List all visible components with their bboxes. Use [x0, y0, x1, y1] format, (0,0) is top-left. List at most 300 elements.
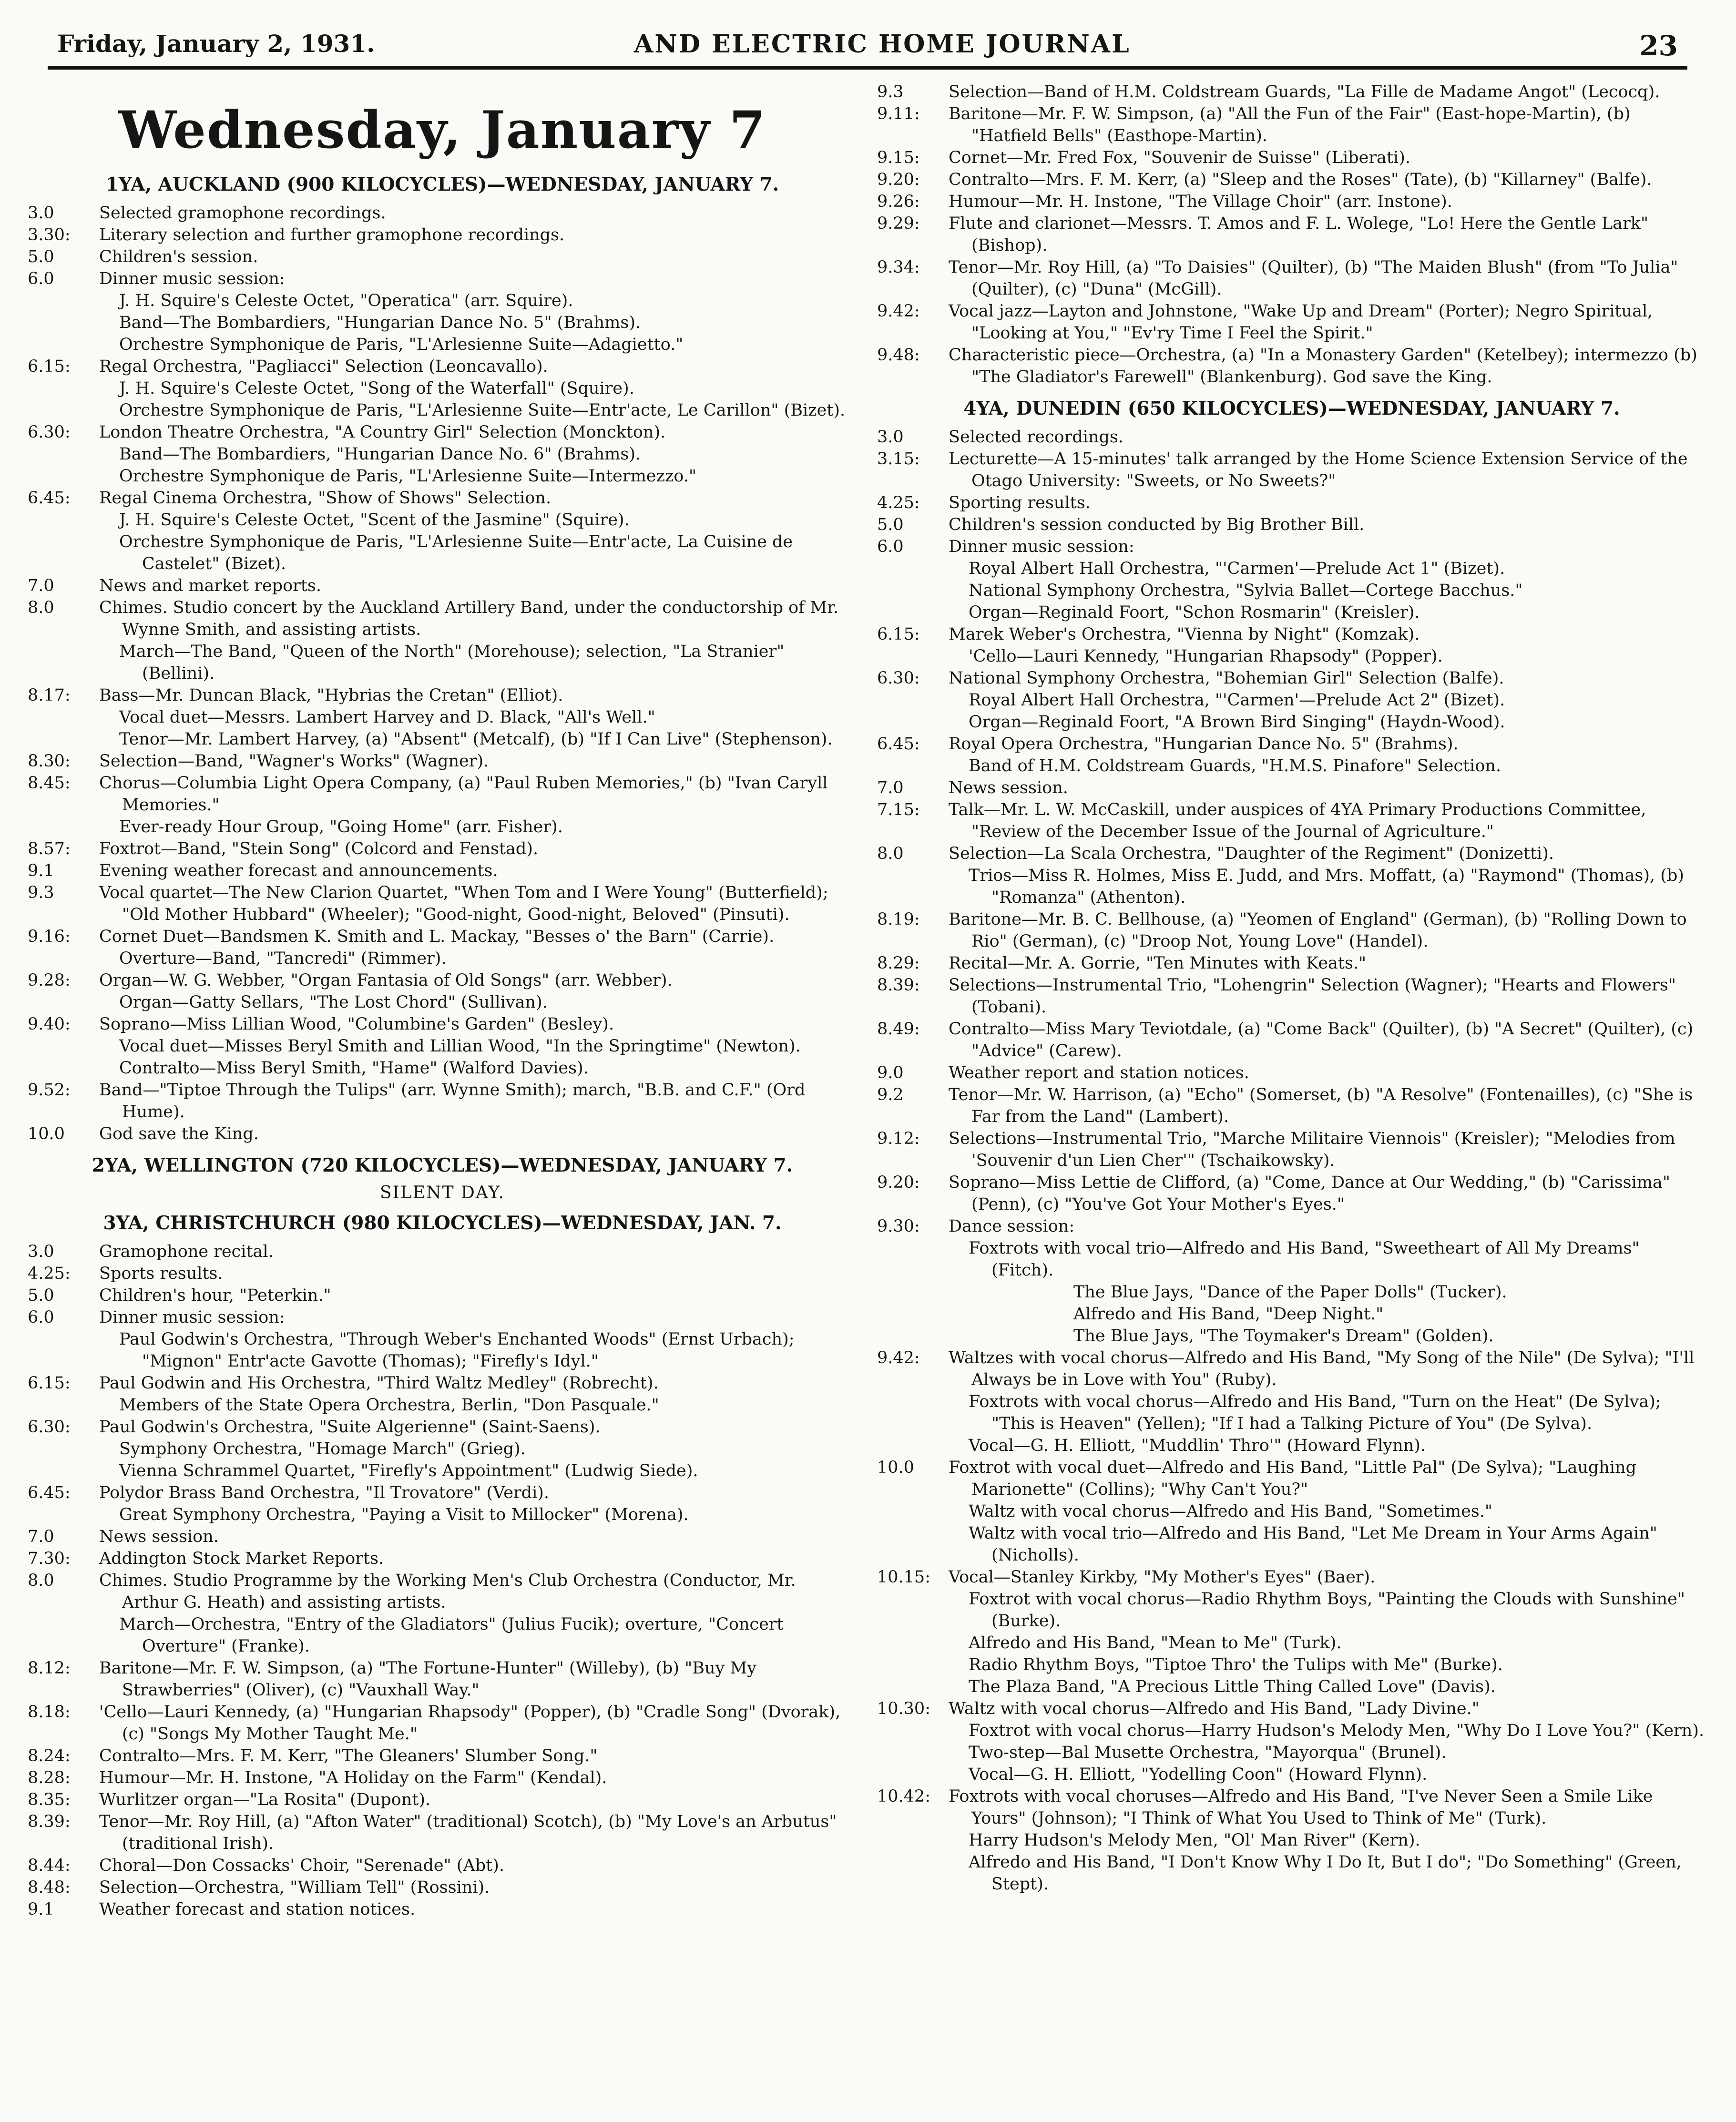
program-text: News and market reports. — [99, 576, 322, 595]
program-subitem — [877, 1435, 1706, 1457]
program-time: 9.20: — [877, 170, 920, 189]
page-title: Wednesday, January 7 — [118, 100, 766, 160]
program-item — [877, 1018, 1706, 1062]
program-text: Children's hour, "Peterkin." — [99, 1286, 331, 1305]
program-time: 9.26: — [877, 192, 920, 211]
program-text: Band—"Tiptoe Through the Tulips" (arr. Wynne Smith); march, "B.B. and C.F." (Ord Hume). — [99, 1081, 806, 1122]
program-time: 6.15: — [28, 1374, 71, 1393]
program-text: Selections—Instrumental Trio, "Lohengrin" Selection (Wagner); "Hearts and Flowers" (Tobani). — [949, 976, 1676, 1017]
program-text: Royal Albert Hall Orchestra, "'Carmen'—Prelude Act 2" (Bizet). — [969, 691, 1505, 710]
program-text: Choral—Don Cossacks' Choir, "Serenade" (Abt). — [99, 1856, 505, 1875]
program-time: 8.17: — [28, 686, 71, 705]
program-subitem — [877, 1676, 1706, 1698]
program-text: Orchestre Symphonique de Paris, "L'Arlesienne Suite—Entr'acte, La Cuisine de Castelet" (Bizet). — [119, 532, 793, 573]
program-item — [877, 799, 1706, 843]
program-item — [28, 224, 857, 246]
program-text: Royal Opera Orchestra, "Hungarian Dance No. 5" (Brahms). — [949, 735, 1459, 754]
program-item — [28, 1013, 857, 1035]
program-time: 3.0 — [28, 1242, 54, 1261]
program-item — [28, 268, 857, 290]
program-item — [28, 882, 857, 926]
program-subitem — [28, 728, 857, 750]
program-text: Great Symphony Orchestra, "Paying a Visit to Millocker" (Morena). — [119, 1505, 689, 1524]
program-time: 9.42: — [877, 302, 920, 321]
program-text: Waltz with vocal chorus—Alfredo and His Band, "Lady Divine." — [949, 1699, 1480, 1718]
program-subitem — [877, 711, 1706, 733]
program-subitem — [28, 334, 857, 356]
program-text: Band of H.M. Coldstream Guards, "H.M.S. Pinafore" Selection. — [969, 756, 1501, 775]
program-subitem — [28, 816, 857, 838]
program-time: 8.35: — [28, 1790, 71, 1809]
program-time: 7.0 — [28, 1527, 54, 1546]
program-time: 5.0 — [28, 247, 54, 266]
program-time: 3.0 — [877, 428, 904, 447]
program-item — [28, 684, 857, 706]
program-text: Baritone—Mr. F. W. Simpson, (a) "All the Fun of the Fair" (East-hope-Martin), (b) "Hatfield Bells" (Easthope-Martin). — [949, 104, 1631, 145]
program-item — [28, 1241, 857, 1263]
program-text: Vienna Schrammel Quartet, "Firefly's Appointment" (Ludwig Siede). — [119, 1461, 698, 1480]
program-text: Foxtrots with vocal chorus—Alfredo and His Band, "Turn on the Heat" (De Sylva); "This is Heaven" (Yellen); "If I had a Talking Picture of You" (De Sylva). — [969, 1392, 1661, 1433]
program-item — [28, 1701, 857, 1745]
program-subitem — [877, 1500, 1706, 1522]
program-text: Contralto—Miss Mary Teviotdale, (a) "Come Back" (Quilter), (b) "A Secret" (Quilter), (c) "Advice" (Carew). — [949, 1020, 1694, 1061]
program-subitem — [877, 1829, 1706, 1851]
program-subitem — [28, 991, 857, 1013]
program-time: 5.0 — [877, 515, 904, 534]
program-subitem — [28, 312, 857, 334]
program-text: Humour—Mr. H. Instone, "The Village Choir" (arr. Instone). — [949, 192, 1452, 211]
program-text: Tenor—Mr. Lambert Harvey, (a) "Absent" (Metcalf), (b) "If I Can Live" (Stephenson). — [119, 730, 833, 749]
program-text: News session. — [949, 778, 1068, 797]
program-item — [28, 421, 857, 443]
program-item — [877, 1785, 1706, 1829]
program-text: News session. — [99, 1527, 219, 1546]
program-subitem — [28, 377, 857, 399]
program-time: 9.0 — [877, 1063, 904, 1082]
program-text: Contralto—Mrs. F. M. Kerr, "The Gleaners' Slumber Song." — [99, 1746, 598, 1765]
program-time: 10.15: — [877, 1568, 930, 1587]
program-text: Orchestre Symphonique de Paris, "L'Arlesienne Suite—Adagietto." — [119, 335, 684, 354]
program-text: Organ—Reginald Foort, "A Brown Bird Singing" (Haydn-Wood). — [969, 713, 1505, 732]
program-subitem — [877, 580, 1706, 602]
program-item — [28, 1767, 857, 1789]
program-subitem — [28, 465, 857, 487]
program-item — [877, 667, 1706, 689]
program-time: 8.29: — [877, 954, 920, 973]
station-heading: 3YA, CHRISTCHURCH (980 KILOCYCLES)—WEDNESDAY, JAN. 7. — [103, 1212, 782, 1234]
program-item — [28, 926, 857, 948]
program-item — [877, 1566, 1706, 1588]
program-text: Selection—Band of H.M. Coldstream Guards, "La Fille de Madame Angot" (Lecocq). — [949, 82, 1660, 102]
program-text: Foxtrots with vocal trio—Alfredo and His Band, "Sweetheart of All My Dreams" (Fitch). — [969, 1239, 1640, 1280]
program-text: Vocal jazz—Layton and Johnstone, "Wake Up and Dream" (Porter); Negro Spiritual, "Looking at You," "Ev'ry Time I Feel the Spirit." — [949, 302, 1653, 343]
program-text: Dinner music session: — [99, 1308, 285, 1327]
program-time: 9.42: — [877, 1348, 920, 1367]
program-text: Chimes. Studio Programme by the Working Men's Club Orchestra (Conductor, Mr. Arthur G. Heath) and assisting artists. — [99, 1571, 796, 1612]
program-time: 9.1 — [28, 861, 54, 880]
program-subitem — [28, 948, 857, 969]
program-item — [28, 969, 857, 991]
program-time: 9.34: — [877, 258, 920, 277]
program-item — [28, 356, 857, 377]
program-text: Recital—Mr. A. Gorrie, "Ten Minutes with Keats." — [949, 954, 1367, 973]
program-text: Paul Godwin and His Orchestra, "Third Waltz Medley" (Robrecht). — [99, 1374, 659, 1393]
program-subitem — [877, 1851, 1706, 1895]
program-text: Soprano—Miss Lillian Wood, "Columbine's Garden" (Besley). — [99, 1015, 614, 1034]
program-text: Sporting results. — [949, 493, 1091, 512]
program-time: 10.0 — [28, 1124, 65, 1143]
program-time: 9.3 — [28, 883, 54, 902]
program-subitem — [28, 1438, 857, 1460]
program-time: 8.57: — [28, 839, 71, 858]
program-text: Regal Orchestra, "Pagliacci" Selection (Leoncavallo). — [99, 357, 548, 376]
program-item — [28, 1855, 857, 1877]
program-text: Royal Albert Hall Orchestra, "'Carmen'—Prelude Act 1" (Bizet). — [969, 559, 1505, 578]
program-time: 6.45: — [28, 489, 71, 508]
program-text: Contralto—Mrs. F. M. Kerr, (a) "Sleep and the Roses" (Tate), (b) "Killarney" (Balfe). — [949, 170, 1652, 189]
program-subitem — [28, 1328, 857, 1372]
program-subitem — [877, 602, 1706, 623]
program-item — [877, 147, 1706, 169]
program-item — [877, 843, 1706, 865]
program-time: 6.30: — [28, 423, 71, 442]
program-subitem — [877, 1391, 1706, 1435]
program-text: Vocal—G. H. Elliott, "Muddlin' Thro'" (Howard Flynn). — [969, 1436, 1426, 1455]
program-text: Regal Cinema Orchestra, "Show of Shows" Selection. — [99, 489, 551, 508]
program-time: 3.15: — [877, 449, 920, 469]
program-text: Foxtrot with vocal duet—Alfredo and His Band, "Little Pal" (De Sylva); "Laughing Marionette" (Collins); "Why Can't You?" — [949, 1458, 1636, 1499]
program-time: 9.40: — [28, 1015, 71, 1034]
program-item — [877, 103, 1706, 147]
program-time: 9.12: — [877, 1129, 920, 1148]
program-subitem — [877, 1742, 1706, 1764]
program-text: Waltz with vocal trio—Alfredo and His Band, "Let Me Dream in Your Arms Again" (Nicholls). — [969, 1524, 1657, 1565]
program-time: 8.18: — [28, 1703, 71, 1722]
program-item — [28, 1877, 857, 1898]
program-text: Foxtrot with vocal chorus—Harry Hudson's Melody Men, "Why Do I Love You?" (Kern). — [969, 1721, 1705, 1740]
program-subitem — [28, 290, 857, 312]
program-subitem — [877, 1632, 1706, 1654]
program-time: 8.44: — [28, 1856, 71, 1875]
program-text: Talk—Mr. L. W. McCaskill, under auspices of 4YA Primary Productions Committee, "Review of the December Issue of the Journal of Agriculture." — [949, 800, 1646, 841]
program-time: 6.15: — [28, 357, 71, 376]
program-text: Organ—Gatty Sellars, "The Lost Chord" (Sullivan). — [119, 993, 548, 1012]
program-text: Children's session. — [99, 247, 258, 266]
program-item — [877, 777, 1706, 799]
program-subitem — [877, 1237, 1706, 1281]
program-text: The Blue Jays, "Dance of the Paper Dolls" (Tucker). — [1073, 1283, 1507, 1302]
program-item — [877, 974, 1706, 1018]
program-text: God save the King. — [99, 1124, 259, 1143]
program-text: Sports results. — [99, 1264, 223, 1283]
program-subitem — [28, 1460, 857, 1482]
program-text: Marek Weber's Orchestra, "Vienna by Night" (Komzak). — [949, 625, 1420, 644]
program-time: 7.0 — [877, 778, 904, 797]
program-text: Literary selection and further gramophone recordings. — [99, 225, 565, 245]
program-item — [877, 536, 1706, 558]
program-time: 8.12: — [28, 1659, 71, 1678]
program-text: Vocal duet—Misses Beryl Smith and Lillian Wood, "In the Springtime" (Newton). — [119, 1037, 801, 1056]
program-time: 10.0 — [877, 1458, 914, 1477]
program-text: Alfredo and His Band, "I Don't Know Why I Do It, But I do"; "Do Something" (Green, Stept). — [969, 1853, 1682, 1894]
program-text: 'Cello—Lauri Kennedy, (a) "Hungarian Rhapsody" (Popper), (b) "Cradle Song" (Dvorak), (c) "Songs My Mother Taught Me." — [99, 1703, 841, 1744]
program-text: Chimes. Studio concert by the Auckland Artillery Band, under the conductorship of Mr. Wynne Smith, and assisting artists. — [99, 598, 839, 639]
program-time: 8.28: — [28, 1768, 71, 1787]
program-text: Selections—Instrumental Trio, "Marche Militaire Viennois" (Kreisler); "Melodies from 'Souvenir d'un Lien Cher'" (Tschaikowsky). — [949, 1129, 1675, 1170]
program-text: Radio Rhythm Boys, "Tiptoe Thro' the Tulips with Me" (Burke). — [969, 1655, 1503, 1674]
program-subitem — [877, 1764, 1706, 1785]
program-time: 6.30: — [28, 1418, 71, 1437]
program-text: Weather report and station notices. — [949, 1063, 1249, 1082]
header-journal-title: AND ELECTRIC HOME JOURNAL — [634, 30, 1131, 59]
program-item — [28, 1416, 857, 1438]
program-subitem — [877, 645, 1706, 667]
program-text: 'Cello—Lauri Kennedy, "Hungarian Rhapsody" (Popper). — [969, 647, 1443, 666]
program-time: 9.11: — [877, 104, 920, 123]
program-time: 6.0 — [28, 269, 54, 288]
program-subitem — [28, 1613, 857, 1657]
program-time: 8.49: — [877, 1020, 920, 1039]
program-text: London Theatre Orchestra, "A Country Girl" Selection (Monckton). — [99, 423, 666, 442]
program-time: 9.20: — [877, 1173, 920, 1192]
program-time: 9.3 — [877, 82, 904, 102]
program-subitem — [28, 706, 857, 728]
program-text: Waltzes with vocal chorus—Alfredo and His Band, "My Song of the Nile" (De Sylva); "I'll Always be in Love with You" (Ruby). — [949, 1348, 1695, 1389]
program-text: March—Orchestra, "Entry of the Gladiators" (Julius Fucik); overture, "Concert Overture" (Franke). — [119, 1615, 784, 1656]
program-subitem — [877, 689, 1706, 711]
program-item — [877, 908, 1706, 952]
program-subitem — [28, 641, 857, 684]
program-text: Addington Stock Market Reports. — [99, 1549, 384, 1568]
program-text: Organ—Reginald Foort, "Schon Rosmarin" (Kreisler). — [969, 603, 1420, 622]
station-heading: 4YA, DUNEDIN (650 KILOCYCLES)—WEDNESDAY, JANUARY 7. — [963, 398, 1620, 419]
program-text: Members of the State Opera Orchestra, Berlin, "Don Pasquale." — [119, 1396, 659, 1415]
program-time: 10.30: — [877, 1699, 930, 1718]
program-item — [28, 1482, 857, 1504]
program-item — [28, 1263, 857, 1285]
program-time: 8.39: — [28, 1812, 71, 1831]
program-time: 4.25: — [877, 493, 920, 512]
program-text: Harry Hudson's Melody Men, "Ol' Man River" (Kern). — [969, 1831, 1420, 1850]
program-text: March—The Band, "Queen of the North" (Morehouse); selection, "La Stranier" (Bellini). — [119, 642, 785, 683]
station-heading: 1YA, AUCKLAND (900 KILOCYCLES)—WEDNESDAY, JANUARY 7. — [105, 173, 779, 195]
program-text: Ever-ready Hour Group, "Going Home" (arr. Fisher). — [119, 817, 563, 837]
program-item — [877, 426, 1706, 448]
program-subitem — [877, 1522, 1706, 1566]
program-item — [28, 1079, 857, 1123]
program-text: Paul Godwin's Orchestra, "Suite Algerienne" (Saint-Saens). — [99, 1418, 601, 1437]
program-text: Vocal—Stanley Kirkby, "My Mother's Eyes" (Baer). — [949, 1568, 1376, 1587]
program-subitem — [877, 755, 1706, 777]
program-text: Selection—Band, "Wagner's Works" (Wagner). — [99, 752, 489, 771]
program-item — [28, 1526, 857, 1548]
program-text: Contralto—Miss Beryl Smith, "Hame" (Walford Davies). — [119, 1059, 589, 1078]
program-item — [28, 597, 857, 641]
program-subitem — [28, 1057, 857, 1079]
program-text: J. H. Squire's Celeste Octet, "Operatica" (arr. Squire). — [119, 291, 573, 310]
program-time: 8.39: — [877, 976, 920, 995]
program-time: 7.30: — [28, 1549, 71, 1568]
program-subitem — [877, 1303, 1706, 1325]
program-text: Trios—Miss R. Holmes, Miss E. Judd, and Mrs. Moffatt, (a) "Raymond" (Thomas), (b) "Romanza" (Athenton). — [969, 866, 1685, 907]
program-text: Organ—W. G. Webber, "Organ Fantasia of Old Songs" (arr. Webber). — [99, 971, 673, 990]
program-item — [877, 492, 1706, 514]
program-text: Cornet Duet—Bandsmen K. Smith and L. Mackay, "Besses o' the Barn" (Carrie). — [99, 927, 775, 946]
program-item — [877, 213, 1706, 256]
program-text: Humour—Mr. H. Instone, "A Holiday on the Farm" (Kendal). — [99, 1768, 607, 1787]
program-subitem — [28, 531, 857, 575]
program-time: 8.0 — [877, 844, 904, 863]
program-time: 6.15: — [877, 625, 920, 644]
program-text: Band—The Bombardiers, "Hungarian Dance No. 5" (Brahms). — [119, 313, 641, 332]
program-time: 9.1 — [28, 1900, 54, 1919]
program-item — [28, 1789, 857, 1811]
program-item — [28, 1123, 857, 1145]
program-text: Bass—Mr. Duncan Black, "Hybrias the Cretan" (Elliot). — [99, 686, 563, 705]
program-text: Tenor—Mr. Roy Hill, (a) "To Daisies" (Quilter), (b) "The Maiden Blush" (from "To Julia" (Quilter), (c) "Duna" (McGill). — [949, 258, 1678, 299]
header-rule — [48, 66, 1687, 70]
program-subitem — [28, 443, 857, 465]
program-time: 7.15: — [877, 800, 920, 819]
program-text: Characteristic piece—Orchestra, (a) "In a Monastery Garden" (Ketelbey); intermezzo (b) "The Gladiator's Farewell" (Blankenburg). God save the King. — [949, 346, 1697, 387]
program-text: Soprano—Miss Lettie de Clifford, (a) "Come, Dance at Our Wedding," (b) "Carissima" (Penn), (c) "You've Got Your Mother's Eyes." — [949, 1173, 1670, 1214]
program-text: Wurlitzer organ—"La Rosita" (Dupont). — [99, 1790, 431, 1809]
program-item — [28, 575, 857, 597]
program-subitem — [877, 1588, 1706, 1632]
program-time: 6.30: — [877, 669, 920, 688]
program-text: Tenor—Mr. Roy Hill, (a) "Afton Water" (traditional) Scotch), (b) "My Love's an Arbutus" (traditional Irish). — [99, 1812, 837, 1853]
program-text: Alfredo and His Band, "Mean to Me" (Turk). — [969, 1633, 1342, 1653]
program-text: Dance session: — [949, 1217, 1075, 1236]
program-text: Selected recordings. — [949, 428, 1123, 447]
program-time: 8.48: — [28, 1878, 71, 1897]
program-text: Foxtrots with vocal choruses—Alfredo and His Band, "I've Never Seen a Smile Like Yours" (Johnson); "I Think of What You Used to Think of Me" (Turk). — [949, 1787, 1653, 1828]
program-time: 9.48: — [877, 346, 920, 365]
program-item — [28, 1811, 857, 1855]
program-time: 9.2 — [877, 1085, 904, 1104]
program-text: Chorus—Columbia Light Opera Company, (a) "Paul Ruben Memories," (b) "Ivan Caryll Memories." — [99, 774, 828, 815]
program-item — [877, 300, 1706, 344]
program-text: Tenor—Mr. W. Harrison, (a) "Echo" (Somerset, (b) "A Resolve" (Fontenailles), (c) "She is Far from the Land" (Lambert). — [949, 1085, 1693, 1126]
program-item — [28, 860, 857, 882]
program-item — [28, 772, 857, 816]
program-time: 4.25: — [28, 1264, 71, 1283]
program-item — [877, 169, 1706, 191]
program-subitem — [28, 509, 857, 531]
program-item — [28, 750, 857, 772]
program-item — [28, 1745, 857, 1767]
program-text: Band—The Bombardiers, "Hungarian Dance No. 6" (Brahms). — [119, 445, 641, 464]
program-item — [28, 1657, 857, 1701]
program-item — [28, 1306, 857, 1328]
station-heading: 2YA, WELLINGTON (720 KILOCYCLES)—WEDNESDAY, JANUARY 7. — [92, 1154, 793, 1176]
program-item — [877, 1128, 1706, 1172]
program-subitem — [877, 1654, 1706, 1676]
program-item — [877, 1698, 1706, 1720]
program-text: Foxtrot—Band, "Stein Song" (Colcord and Fenstad). — [99, 839, 539, 858]
program-item — [877, 1215, 1706, 1237]
program-time: 9.52: — [28, 1081, 71, 1100]
program-text: Selection—Orchestra, "William Tell" (Rossini). — [99, 1878, 490, 1897]
program-item — [877, 623, 1706, 645]
header-date: Friday, January 2, 1931. — [57, 30, 375, 58]
program-item — [28, 1548, 857, 1570]
program-time: 5.0 — [28, 1286, 54, 1305]
program-text: Paul Godwin's Orchestra, "Through Weber's Enchanted Woods" (Ernst Urbach); "Mignon" Entr'acte Gavotte (Thomas); "Firefly's Idyl." — [119, 1330, 795, 1371]
program-subitem — [28, 1504, 857, 1526]
program-text: Vocal duet—Messrs. Lambert Harvey and D. Black, "All's Well." — [119, 708, 655, 727]
right-column — [877, 81, 1706, 1895]
program-text: Orchestre Symphonique de Paris, "L'Arlesienne Suite—Entr'acte, Le Carillon" (Bizet). — [119, 401, 846, 420]
silent-day-note: SILENT DAY. — [380, 1183, 505, 1203]
program-subitem — [877, 1281, 1706, 1303]
program-time: 6.0 — [28, 1308, 54, 1327]
program-text: Dinner music session: — [949, 537, 1134, 556]
program-item — [28, 1570, 857, 1613]
program-text: Alfredo and His Band, "Deep Night." — [1073, 1305, 1384, 1324]
program-text: National Symphony Orchestra, "Sylvia Ballet—Cortege Bacchus." — [969, 581, 1523, 600]
program-time: 9.29: — [877, 214, 920, 233]
program-text: Baritone—Mr. B. C. Bellhouse, (a) "Yeomen of England" (German), (b) "Rolling Down to Rio" (German), (c) "Droop Not, Young Love" (Handel). — [949, 910, 1687, 951]
program-time: 8.19: — [877, 910, 920, 929]
program-text: Lecturette—A 15-minutes' talk arranged by the Home Science Extension Service of the Otago University: "Sweets, or No Sweets?" — [949, 449, 1688, 490]
program-time: 6.45: — [28, 1483, 71, 1502]
program-subitem — [28, 1394, 857, 1416]
program-item — [877, 733, 1706, 755]
program-text: Baritone—Mr. F. W. Simpson, (a) "The Fortune-Hunter" (Willeby), (b) "Buy My Strawberries" (Oliver), (c) "Vauxhall Way." — [99, 1659, 757, 1700]
program-item — [877, 448, 1706, 492]
program-item — [877, 1172, 1706, 1215]
program-text: Selected gramophone recordings. — [99, 204, 386, 223]
program-item — [877, 344, 1706, 388]
program-text: National Symphony Orchestra, "Bohemian Girl" Selection (Balfe). — [949, 669, 1504, 688]
program-text: Vocal—G. H. Elliott, "Yodelling Coon" (Howard Flynn). — [969, 1765, 1428, 1784]
program-text: Waltz with vocal chorus—Alfredo and His Band, "Sometimes." — [969, 1502, 1492, 1521]
program-item — [877, 1347, 1706, 1391]
program-text: Flute and clarionet—Messrs. T. Amos and F. L. Wolege, "Lo! Here the Gentle Lark" (Bishop). — [949, 214, 1649, 255]
program-item — [28, 1372, 857, 1394]
program-time: 8.0 — [28, 598, 54, 617]
program-text: J. H. Squire's Celeste Octet, "Song of the Waterfall" (Squire). — [119, 379, 634, 398]
program-subitem — [877, 1720, 1706, 1742]
program-text: Cornet—Mr. Fred Fox, "Souvenir de Suisse" (Liberati). — [949, 148, 1410, 167]
program-item — [28, 1898, 857, 1920]
program-text: The Blue Jays, "The Toymaker's Dream" (Golden). — [1073, 1326, 1494, 1346]
program-text: Dinner music session: — [99, 269, 285, 288]
program-subitem — [877, 1325, 1706, 1347]
program-item — [877, 1457, 1706, 1500]
program-item — [28, 246, 857, 268]
program-text: Weather forecast and station notices. — [99, 1900, 416, 1919]
program-text: Symphony Orchestra, "Homage March" (Grieg). — [119, 1439, 526, 1459]
program-item — [877, 1062, 1706, 1084]
program-item — [877, 81, 1706, 103]
program-item — [877, 191, 1706, 213]
program-time: 8.0 — [28, 1571, 54, 1590]
program-text: J. H. Squire's Celeste Octet, "Scent of the Jasmine" (Squire). — [119, 510, 630, 530]
program-text: Foxtrot with vocal chorus—Radio Rhythm Boys, "Painting the Clouds with Sunshine" (Burke). — [969, 1590, 1685, 1631]
program-text: Orchestre Symphonique de Paris, "L'Arlesienne Suite—Intermezzo." — [119, 467, 697, 486]
program-item — [28, 1285, 857, 1306]
program-time: 3.0 — [28, 204, 54, 223]
program-text: Gramophone recital. — [99, 1242, 274, 1261]
program-time: 9.16: — [28, 927, 71, 946]
program-subitem — [877, 558, 1706, 580]
program-text: Selection—La Scala Orchestra, "Daughter of the Regiment" (Donizetti). — [949, 844, 1554, 863]
program-text: The Plaza Band, "A Precious Little Thing Called Love" (Davis). — [969, 1677, 1496, 1696]
program-item — [877, 952, 1706, 974]
program-subitem — [28, 1035, 857, 1057]
